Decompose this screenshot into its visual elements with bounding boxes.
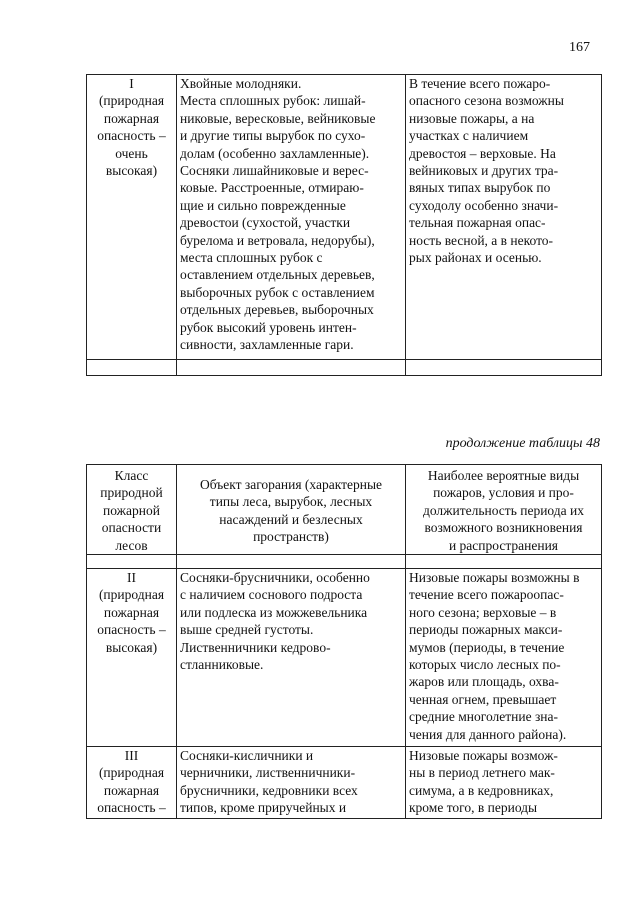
fire-hazard-table-bottom xyxy=(86,464,602,819)
page-number: 167 xyxy=(569,40,590,55)
header-object: Объект загорания (характерные типы леса, вырубок, лесных насаждений и безлесных пространств) xyxy=(177,465,406,555)
table-header-row xyxy=(87,465,602,555)
fire-hazard-table-top xyxy=(86,74,602,376)
table-cell-fires: Низовые пожары возмож- ны в период летнего мак- симума, а в кедровниках, кроме того, в периоды xyxy=(406,747,602,819)
table-cell-empty xyxy=(177,555,406,569)
table-cell-class: III (природная пожарная опасность – xyxy=(87,747,177,819)
header-class: Класс природной пожарной опасности лесов xyxy=(87,465,177,555)
table-continuation-caption: продолжение таблицы 48 xyxy=(445,436,600,451)
table-cell-class: I (природная пожарная опасность – очень высокая) xyxy=(87,75,177,360)
table-cell-empty xyxy=(87,555,177,569)
table-cell-object: Хвойные молодняки. Места сплошных рубок: лишай- никовые, вересковые, вейниковые и другие типы вырубок по сухо- долам (особенно захламленные). Сосняки лишайниковые и верес- ковые. Расстроенные, отмираю- щие и сильно поврежденные древостои (сухостой, участки бурелома и ветровала, недорубы), места сплошных рубок с оставлением отдельных деревьев, выборочных рубок с оставлением отдельных деревьев, выборочных рубок высокий уровень интен- сивности, захламленные гари. xyxy=(177,75,406,360)
table-cell-empty xyxy=(87,360,177,376)
table-cell-object: Сосняки-брусничники, особенно с наличием соснового подроста или подлеска из можжевельника выше средней густоты. Лиственничники кедрово- стланниковые. xyxy=(177,569,406,747)
table-cell-class: II (природная пожарная опасность – высокая) xyxy=(87,569,177,747)
table-row xyxy=(87,75,602,360)
table-cell-fires: Низовые пожары возможны в течение всего пожароопас- ного сезона; верховые – в периоды пожарных макси- мумов (периоды, в течение которых число лесных по- жаров или площадь, охва- ченная огнем, превышает средние многолетние зна- чения для данного района). xyxy=(406,569,602,747)
table-row xyxy=(87,569,602,747)
table-row-empty xyxy=(87,555,602,569)
table-row-empty xyxy=(87,360,602,376)
table-cell-empty xyxy=(177,360,406,376)
table-row xyxy=(87,747,602,819)
table-cell-empty xyxy=(406,555,602,569)
table-cell-empty xyxy=(406,360,602,376)
header-fires: Наиболее вероятные виды пожаров, условия и про- должительность периода их возможного возникновения и распространения xyxy=(406,465,602,555)
table-cell-fires: В течение всего пожаро- опасного сезона возможны низовые пожары, а на участках с наличием древостоя – верховые. На вейниковых и других тра- вяных типах вырубок по суходолу особенно значи- тельная пожарная опас- ность весной, а в некото- рых районах и осенью. xyxy=(406,75,602,360)
table-cell-object: Сосняки-кисличники и черничники, лиственничники- брусничники, кедровники всех типов, кроме приручейных и xyxy=(177,747,406,819)
